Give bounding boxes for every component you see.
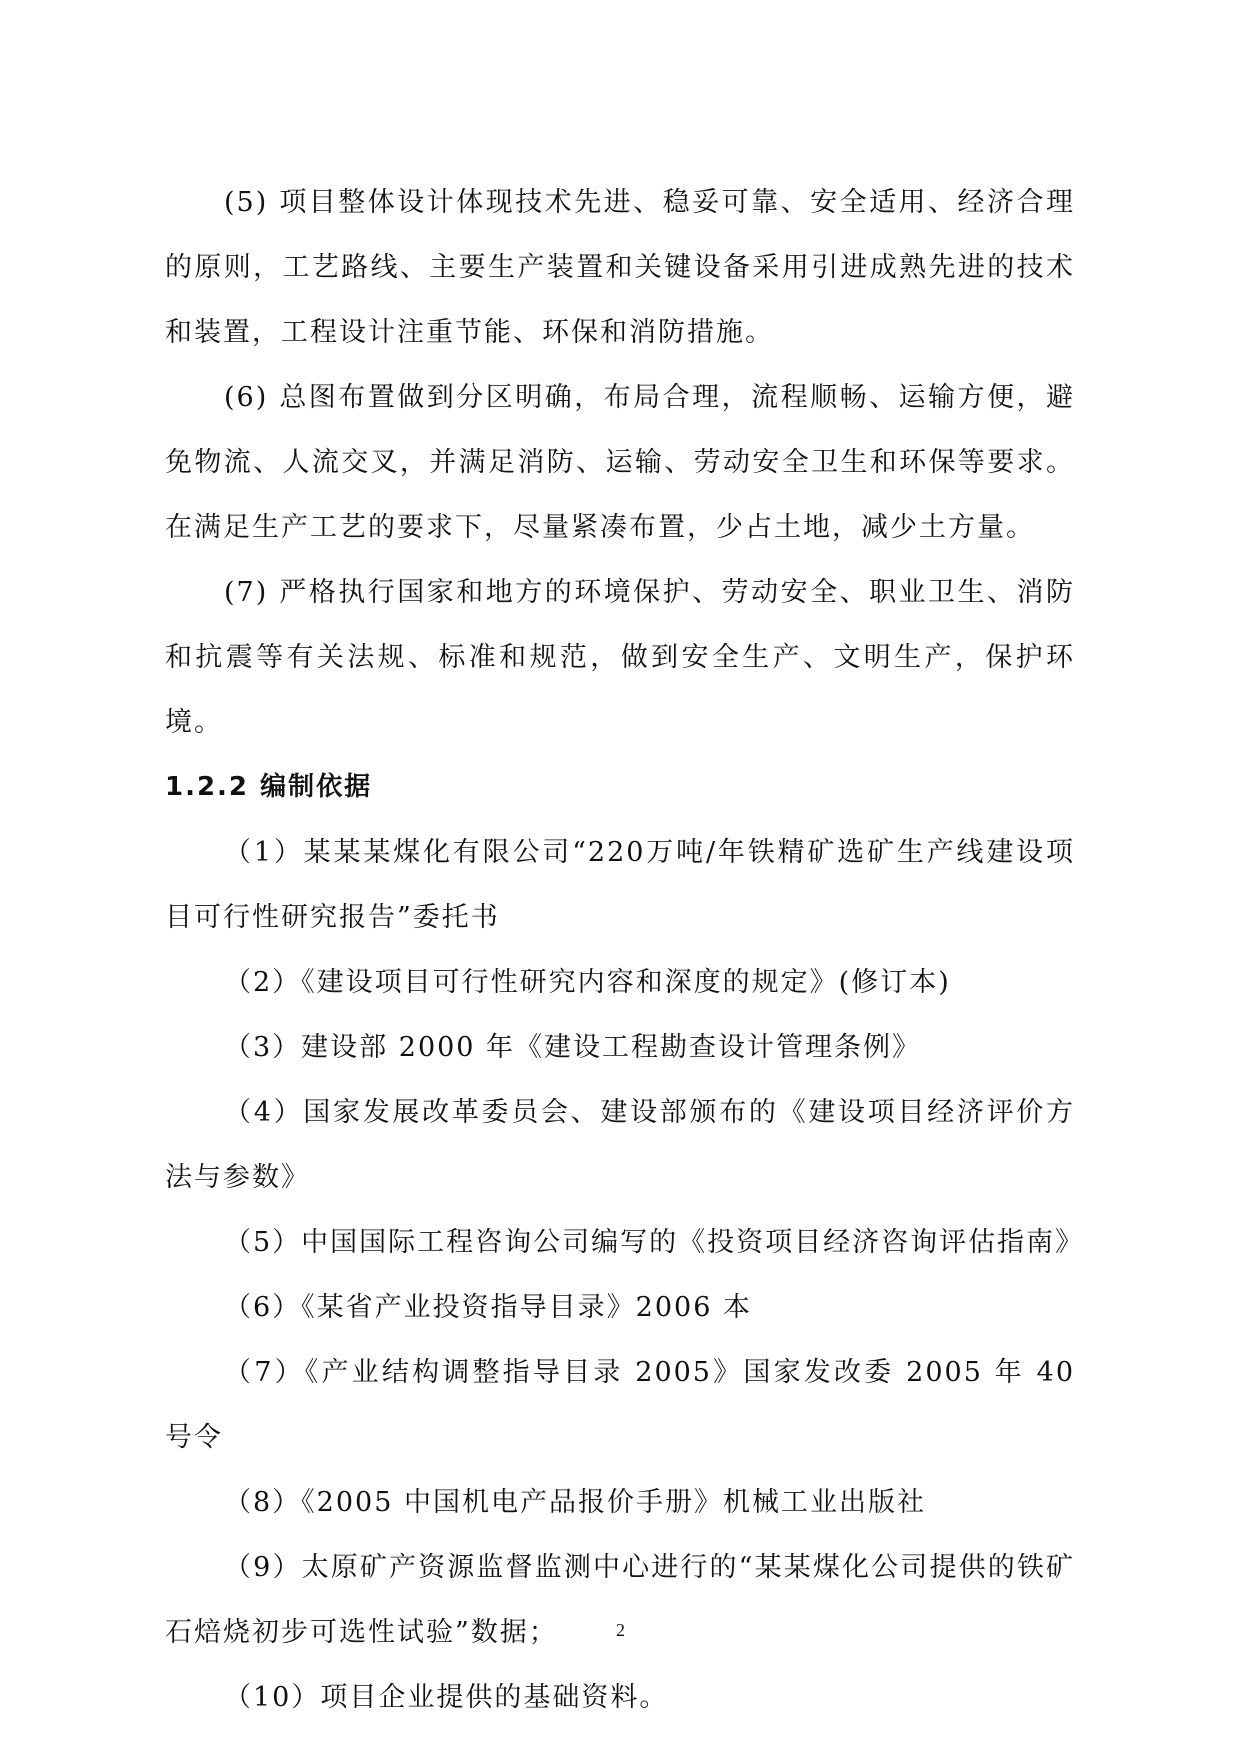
basis-item-7: （7）《产业结构调整指导目录 2005》国家发改委 2005 年 40 号令 xyxy=(165,1357,1075,1453)
page-number: 2 xyxy=(616,1620,625,1640)
basis-item-9: （9）太原矿产资源监督监测中心进行的“某某煤化公司提供的铁矿石焙烧初步可选性试验”数据； xyxy=(165,1552,1075,1648)
basis-item-8: （8）《2005 中国机电产品报价手册》机械工业出版社 xyxy=(224,1487,926,1518)
section-heading: 1.2.2 编制依据 xyxy=(165,772,373,802)
page-body xyxy=(165,170,1085,1730)
principle-paragraph-7: (7) 严格执行国家和地方的环境保护、劳动安全、职业卫生、消防和抗震等有关法规、标准和规范，做到安全生产、文明生产，保护环境。 xyxy=(165,577,1075,738)
basis-item-3: （3）建设部 2000 年《建设工程勘查设计管理条例》 xyxy=(224,1032,922,1063)
basis-item-1: （1）某某某煤化有限公司“220万吨/年铁精矿选矿生产线建设项目可行性研究报告”委托书 xyxy=(165,837,1075,933)
basis-item-10: （10）项目企业提供的基础资料。 xyxy=(224,1682,669,1713)
basis-item-4: （4）国家发展改革委员会、建设部颁布的《建设项目经济评价方法与参数》 xyxy=(165,1097,1075,1193)
basis-item-5: （5）中国国际工程咨询公司编写的《投资项目经济咨询评估指南》 xyxy=(224,1227,1085,1258)
basis-item-2: （2）《建设项目可行性研究内容和深度的规定》(修订本) xyxy=(224,967,951,998)
basis-item-6: （6）《某省产业投资指导目录》2006 本 xyxy=(224,1292,752,1323)
principle-paragraph-5: (5) 项目整体设计体现技术先进、稳妥可靠、安全适用、经济合理的原则，工艺路线、主要生产装置和关键设备采用引进成熟先进的技术和装置，工程设计注重节能、环保和消防措施。 xyxy=(165,187,1075,348)
principle-paragraph-6: (6) 总图布置做到分区明确，布局合理，流程顺畅、运输方便，避免物流、人流交叉，并满足消防、运输、劳动安全卫生和环保等要求。在满足生产工艺的要求下，尽量紧凑布置，少占土地，减少土方量。 xyxy=(165,382,1075,543)
